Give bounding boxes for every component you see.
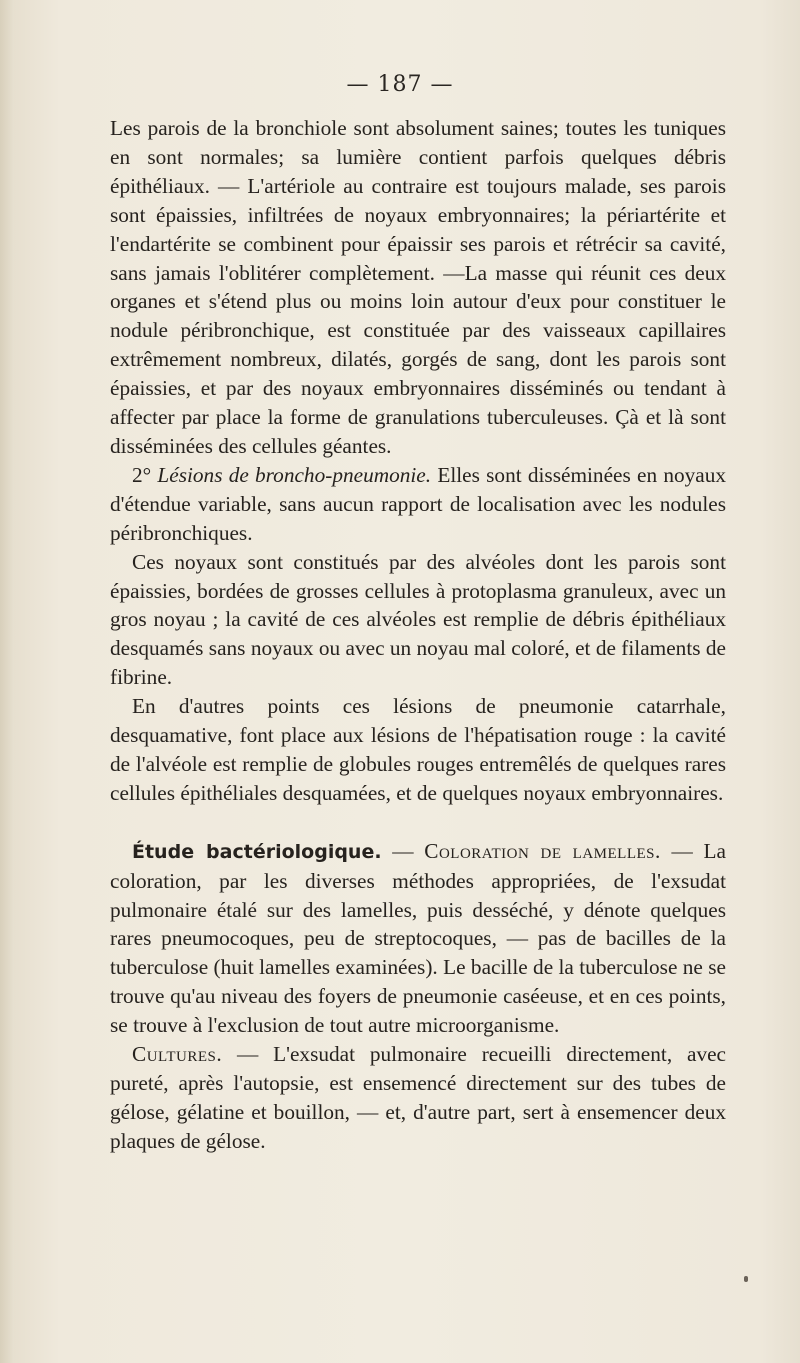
paragraph-noyaux: Ces noyaux sont constitués par des alvéoles dont les parois sont épaissies, bordées de grosses cellules à protoplasma granuleux, avec un gros noyau ; la cavité de ces alvéoles est remplie de débris épithéliaux desquamés sans noyaux ou avec un noyau mal coloré, et de filaments de fibrine. (110, 549, 726, 690)
page-number: — 187 — (346, 72, 454, 97)
section-body: Elles sont disséminées en noyaux d'étendue variable, sans aucun rapport de localisation avec les nodules péribronchiques. (110, 462, 727, 545)
section-title: Lésions de broncho-pneumonie. (157, 462, 432, 487)
paragraph-lesions-broncho-pneumonie (110, 461, 726, 548)
section-body: — L'exsudat pulmonaire recueilli directement, avec pureté, après l'autopsie, est ensemencé directement sur des tubes de gélose, gélatine et bouillon, — et, d'autre part, sert à ensemencer deux plaques de gélose. (110, 1042, 726, 1153)
paragraph-bronchiole: Les parois de la bronchiole sont absolument saines; toutes les tuniques en sont normales; sa lumière contient parfois quelques débris épithéliaux. — L'artériole au contraire est toujours malade, ses parois sont épaissies, infiltrées de noyaux embryonnaires; la périartérite et l'endartérite se combinent pour épaissir ses parois et rétrécir sa cavité, sans jamais l'oblitérer complètement. —La masse qui réunit ces deux organes et s'étend plus ou moins loin autour d'eux pour constituer le nodule péribronchique, est constituée par des vaisseaux capillaires extrêmement nombreux, dilatés, gorgés de sang, dont les parois sont épaissies, et par des noyaux embryonnaires disséminés ou tendant à affecter par place la forme de granulations tuberculeuses. Çà et là sont disséminées des cellules géantes. (110, 116, 726, 458)
subsection-heading: Cultures. (132, 1042, 223, 1067)
paragraph-etude-bacteriologique (110, 837, 726, 1040)
section-body: — La coloration, par les diverses méthodes appropriées, de l'exsudat pulmonaire étalé sur des lamelles, puis desséché, y dénote quelques rares pneumocoques, peu de streptocoques, — pas de bacilles de la tuberculose (huit lamelles examinées). Le bacille de la tuberculose ne se trouve qu'au niveau des foyers de pneumonie caséeuse, et en ces points, se trouve à l'exclusion de tout autre microorganisme. (110, 838, 727, 1038)
paragraph-cultures (110, 1040, 726, 1156)
section-heading: Étude bactériologique. (132, 840, 382, 863)
body-text (110, 114, 726, 1156)
section-number: 2° (132, 462, 152, 487)
ink-speck (744, 1276, 748, 1282)
subsection-heading: Coloration de lamelles. (424, 838, 661, 863)
paragraph-pneumonie-catarrhale: En d'autres points ces lésions de pneumonie catarrhale, desquamative, font place aux lésions de l'hépatisation rouge : la cavité de l'alvéole est remplie de globules rouges entremêlés de quelques rares cellules épithéliales desquamées, et de quelques noyaux embryonnaires. (110, 694, 726, 805)
heading-dash: — (392, 838, 414, 863)
page-binding-edge (0, 0, 14, 1363)
